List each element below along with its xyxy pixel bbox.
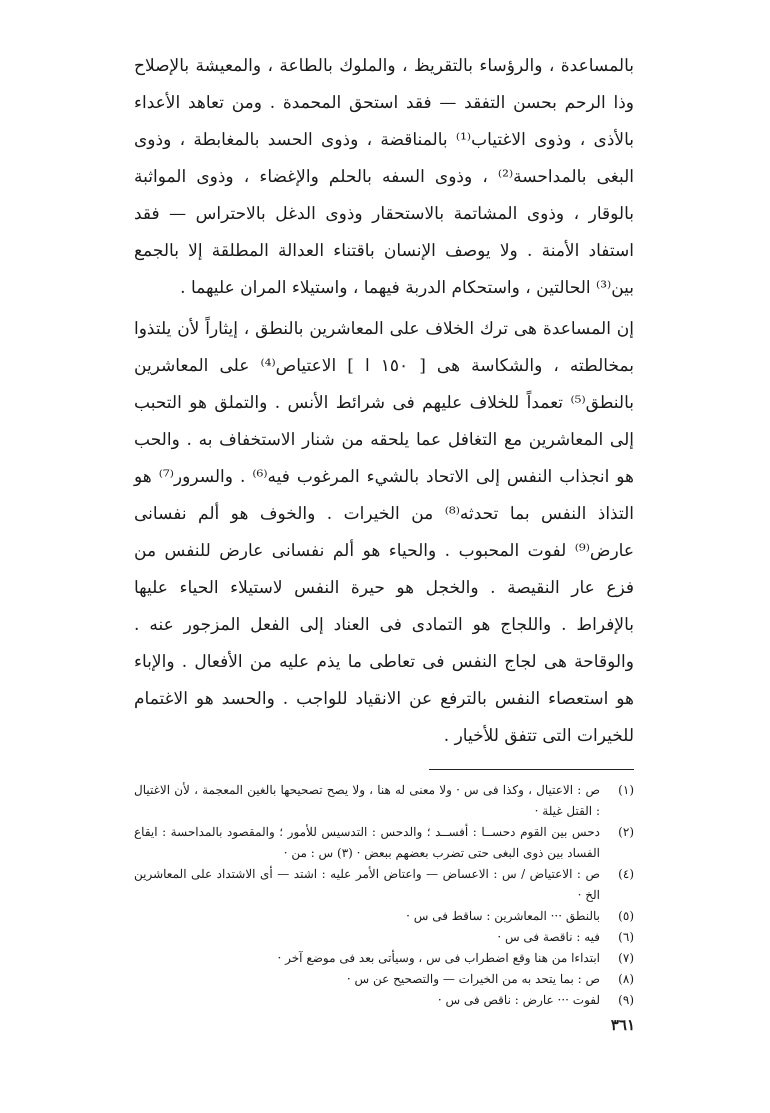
footnote-text: فيه : ناقصة فى س · [497, 930, 600, 944]
footnote-number: (٦) [618, 930, 634, 944]
footnote-number: (٨) [618, 972, 634, 986]
footnote-number: (٩) [618, 993, 634, 1007]
footnotes [134, 780, 634, 1011]
footnote-number: (٢) [618, 825, 634, 839]
paragraph-2: إن المساعدة هى ترك الخلاف على المعاشرين بالنطق ، إيثاراً لأن يلتذوا بمخالطته ، والشكاسة هى [ ١٥٠ ا ] الاعتياص⁽⁴⁾ على المعاشرين بالنطق⁽⁵⁾ تعمداً للخلاف عليهم فى شرائط الأنس . والتملق هو التحبب إلى المعاشرين مع التغافل عما يلحقه من شنار الاستخفاف به . والحب هو انجذاب النفس إلى الاتحاد بالشيء المرغوب فيه⁽⁶⁾ . والسرور⁽⁷⁾ هو التذاذ النفس بما تحدثه⁽⁸⁾ من الخيرات . والخوف هو ألم نفسانى عارض⁽⁹⁾ لفوت المحبوب . والحياء هو ألم نفسانى عارض للنفس من فزع عار النقيصة . والخجل هو حيرة النفس لاستيلاء الحياء عليها بالإفراط . واللجاج هو التمادى فى العناد إلى الفعل المزجور عنه . والوقاحة هى لجاج النفس فى تعاطى ما يذم عليه من الأفعال . والإباء هو استعصاء النفس بالترفع عن الانقياد للواجب . والحسد هو الاغتمام للخيرات التى تتفق للأخيار . [134, 319, 635, 746]
footnote [134, 780, 634, 822]
footnote-text: ابتداءا من هنا وقع اضطراب فى س ، وسيأتى بعد فى موضع آخر · [277, 951, 600, 965]
footnote-text: ص : الاعتياض / س : الاعساض — واعتاض الأمر عليه : اشتد — أى الاشتداد على المعاشرين الخ · [134, 867, 600, 902]
footnote [134, 927, 634, 948]
footnote [134, 822, 634, 864]
footnote-separator [429, 769, 634, 770]
footnote-text: لفوت ··· عارض : ناقص فى س · [437, 993, 600, 1007]
footnote-text: ص : بما يتحد به من الخيرات — والتصحيح عن س · [346, 972, 600, 986]
footnote-text: ص : الاعتيال ، وكذا فى س · ولا معنى له هنا ، ولا يصح تصحيحها بالغين المعجمة ، لأن الاغتيال : القتل غيلة · [134, 783, 600, 818]
footnote-text: بالنطق ··· المعاشرين : ساقط فى س · [406, 909, 600, 923]
footnote-number: (٤) [618, 867, 634, 881]
paragraph-1: بالمساعدة ، والرؤساء بالتقريظ ، والملوك بالطاعة ، والمعيشة بالإصلاح وذا الرحم بحسن التفقد — فقد استحق المحمدة . ومن تعاهد الأعداء بالأذى ، وذوى الاغتياب⁽¹⁾ بالمناقضة ، وذوى الحسد بالمغابطة ، وذوى البغى بالمداحسة⁽²⁾ ، وذوى السفه بالحلم والإغضاء ، وذوى المواثبة بالوقار ، وذوى المشاتمة بالاستحقار وذوى الدغل بالاحتراس — فقد استفاد الأمنة . ولا يوصف الإنسان باقتناء العدالة المطلقة إلا بالجمع بين⁽³⁾ الحالتين ، واستحكام الدربة فيهما ، واستيلاء المران عليهما . [134, 56, 635, 298]
page-number: ٣٦١ [610, 1016, 635, 1034]
footnote-number: (١) [618, 783, 634, 797]
footnote [134, 864, 634, 906]
footnote [134, 990, 634, 1011]
footnote [134, 969, 634, 990]
footnote [134, 906, 634, 927]
footnote-number: (٥) [618, 909, 634, 923]
footnote-text: دحس بين القوم دحســا : أفســد ؛ والدحس : التدسيس للأمور ؛ والمقصود بالمداحسة : ايقاع الفساد بين ذوى البغى حتى تضرب بعضهم ببعض · (٣) س : من · [134, 825, 600, 860]
book-page [134, 48, 634, 1011]
footnote-number: (٧) [618, 951, 634, 965]
main-text [134, 48, 634, 755]
footnote [134, 948, 634, 969]
